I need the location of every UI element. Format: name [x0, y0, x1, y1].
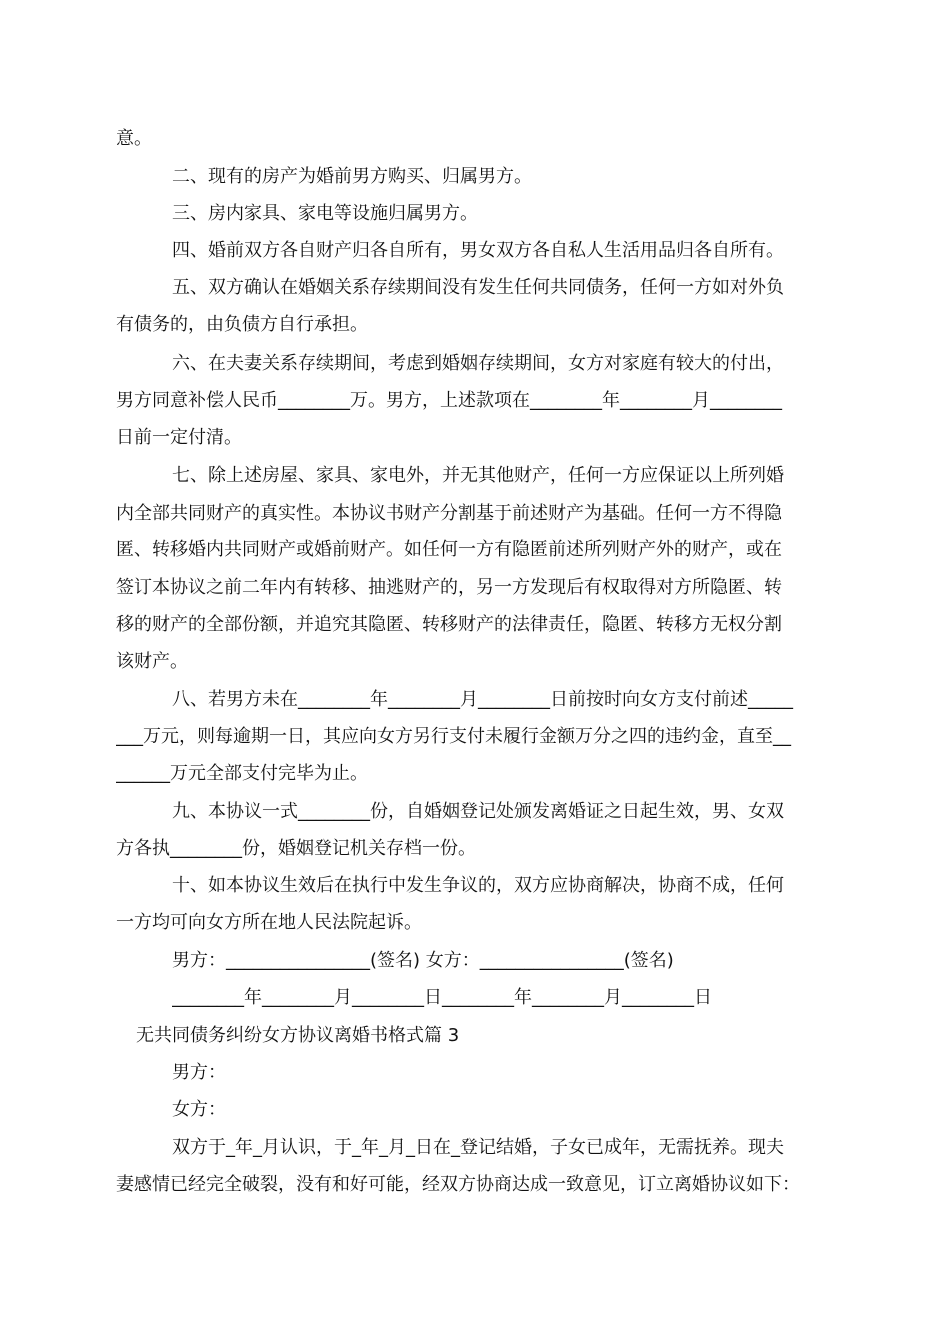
clause-7-continued: 匿、转移婚内共同财产或婚前财产。如任何一方有隐匿前述所列财产外的财产，或在: [116, 539, 782, 560]
section-heading: 无共同债务纠纷女方协议离婚书格式篇 3: [136, 1025, 460, 1046]
paragraph-line: 意。: [116, 128, 152, 149]
clause-3: 三、房内家具、家电等设施归属男方。: [172, 203, 478, 224]
clause-8-continued: ______万元全部支付完毕为止。: [116, 763, 368, 784]
date-line: ________年________月________日________年________月________日: [172, 987, 712, 1008]
clause-7-continued: 移的财产的全部份额，并追究其隐匿、转移财产的法律责任，隐匿、转移方无权分割: [116, 614, 782, 635]
clause-5: 五、双方确认在婚姻关系存续期间没有发生任何共同债务，任何一方如对外负: [172, 277, 784, 298]
agreement-intro-continued: 妻感情已经完全破裂，没有和好可能，经双方协商达成一致意见，订立离婚协议如下：: [116, 1174, 800, 1195]
clause-7-continued: 签订本协议之前二年内有转移、抽逃财产的，另一方发现后有权取得对方所隐匿、转: [116, 577, 782, 598]
clause-2: 二、现有的房产为婚前男方购买、归属男方。: [172, 166, 532, 187]
clause-8: 八、若男方未在________年________月________日前按时向女方支付前述_____: [172, 689, 793, 710]
party-female: 女方：: [172, 1099, 226, 1120]
signature-line: 男方：________________(签名) 女方：________________(签名): [172, 950, 674, 971]
clause-6-continued: 日前一定付清。: [116, 427, 242, 448]
clause-6: 六、在夫妻关系存续期间，考虑到婚姻存续期间，女方对家庭有较大的付出，: [172, 353, 784, 374]
clause-4: 四、婚前双方各自财产归各自所有，男女双方各自私人生活用品归各自所有。: [172, 240, 784, 261]
clause-10: 十、如本协议生效后在执行中发生争议的，双方应协商解决，协商不成，任何: [172, 875, 784, 896]
clause-7: 七、除上述房屋、家具、家电外，并无其他财产，任何一方应保证以上所列婚: [172, 465, 784, 486]
clause-7-continued: 该财产。: [116, 651, 188, 672]
clause-6-continued: 男方同意补偿人民币________万。男方，上述款项在________年________月________: [116, 390, 782, 411]
agreement-intro: 双方于_年_月认识，于_年_月_日在_登记结婚，子女已成年，无需抚养。现夫: [172, 1137, 784, 1158]
clause-8-continued: ___万元，则每逾期一日，其应向女方另行支付未履行金额万分之四的违约金，直至__: [116, 726, 791, 747]
clause-9: 九、本协议一式________份，自婚姻登记处颁发离婚证之日起生效，男、女双: [172, 801, 784, 822]
clause-5-continued: 有债务的，由负债方自行承担。: [116, 314, 368, 335]
clause-7-continued: 内全部共同财产的真实性。本协议书财产分割基于前述财产为基础。任何一方不得隐: [116, 503, 782, 524]
clause-10-continued: 一方均可向女方所在地人民法院起诉。: [116, 912, 422, 933]
party-male: 男方：: [172, 1062, 226, 1083]
clause-9-continued: 方各执________份，婚姻登记机关存档一份。: [116, 838, 476, 859]
